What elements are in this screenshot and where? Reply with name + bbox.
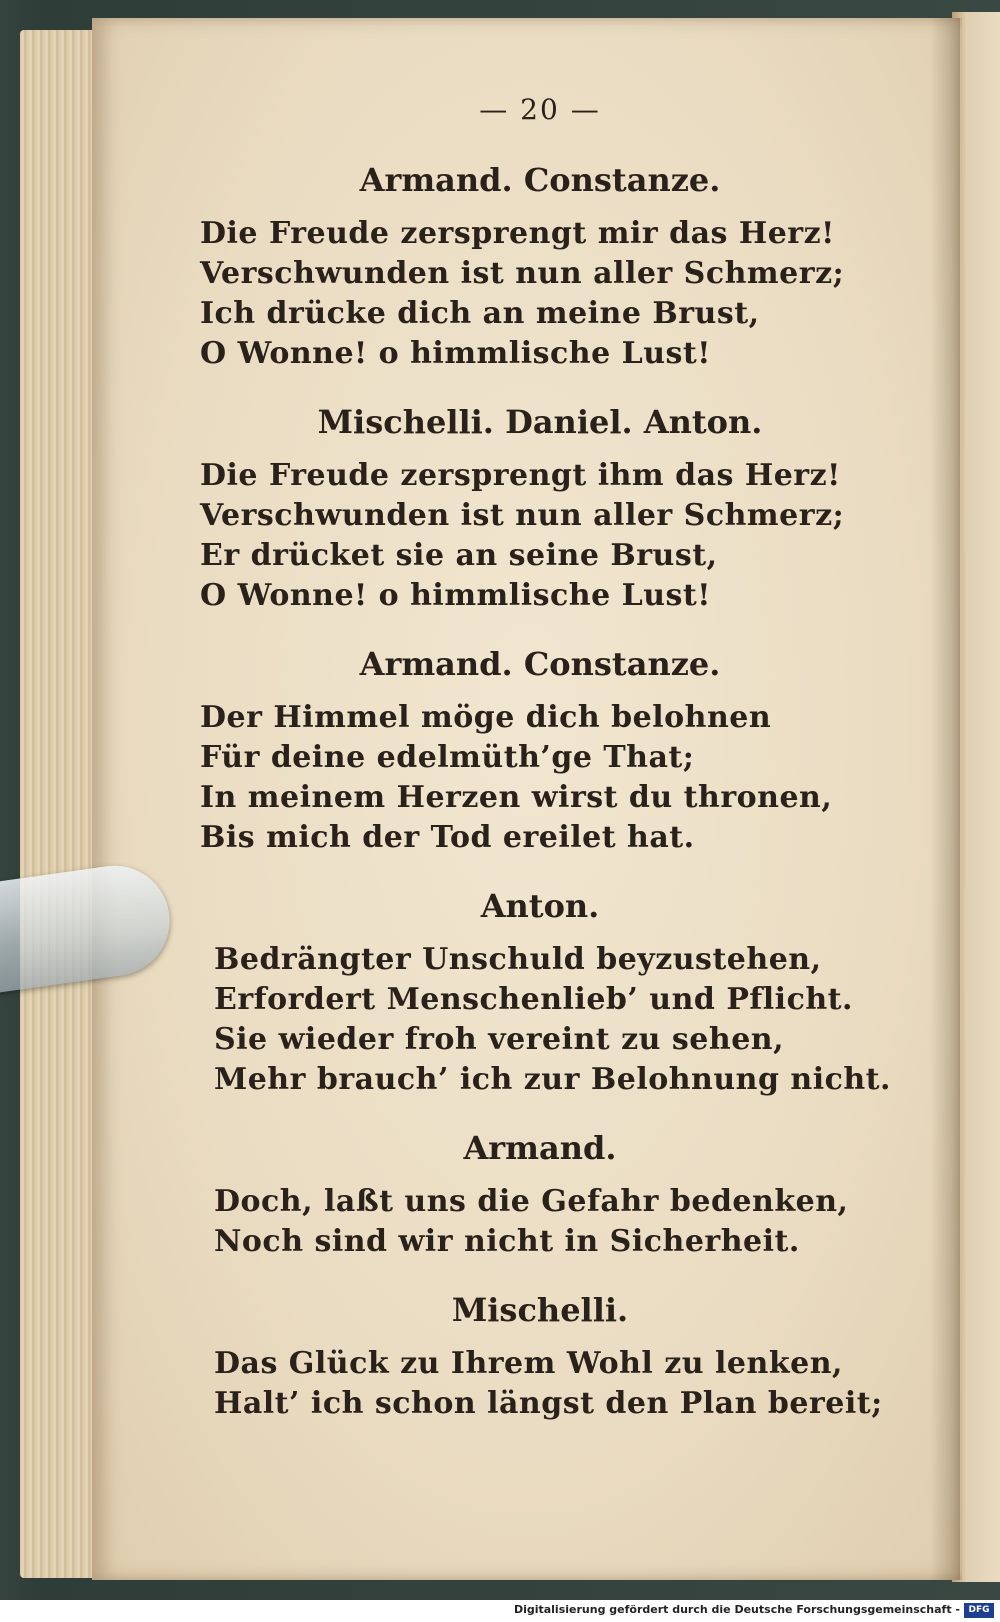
verse-block <box>200 214 845 374</box>
verse-line: Mehr brauch’ ich zur Belohnung nicht. <box>214 1062 891 1097</box>
verse-line: O Wonne! o himmlische Lust! <box>200 578 711 613</box>
verse-line: Die Freude zersprengt ihm das Herz! <box>200 458 841 493</box>
speaker-heading: Armand. <box>463 1129 617 1167</box>
page-number: — 20 — <box>479 93 601 126</box>
verse-block <box>200 698 840 858</box>
verse-line: Für deine edelmüth’ge That; <box>200 740 695 775</box>
verse-line: O Wonne! o himmlische Lust! <box>200 336 711 371</box>
gutter-shadow <box>930 18 960 1580</box>
verse-line: Er drücket sie an seine Brust, <box>200 538 718 573</box>
dfg-logo: DFG <box>964 1603 994 1618</box>
verse-line: Die Freude zersprengt mir das Herz! <box>200 216 835 251</box>
verse-line: In meinem Herzen wirst du thronen, <box>200 780 833 815</box>
speaker-heading: Mischelli. Daniel. Anton. <box>317 403 763 441</box>
speaker-heading: Mischelli. <box>451 1291 629 1329</box>
page-text <box>200 90 891 1424</box>
verse-block <box>200 456 845 616</box>
verse-line: Sie wieder froh vereint zu sehen, <box>214 1022 785 1057</box>
verse-line: Verschwunden ist nun aller Schmerz; <box>200 256 845 291</box>
verse-block <box>214 940 891 1100</box>
verse-line: Ich drücke dich an meine Brust, <box>200 296 760 331</box>
speaker-heading: Anton. <box>480 887 600 925</box>
verse-line: Halt’ ich schon längst den Plan bereit; <box>214 1386 883 1421</box>
verse-line: Das Glück zu Ihrem Wohl zu lenken, <box>214 1346 843 1381</box>
verse-line: Bis mich der Tod ereilet hat. <box>200 820 695 855</box>
verse-line: Doch, laßt uns die Gefahr bedenken, <box>214 1184 849 1219</box>
verse-line: Der Himmel möge dich belohnen <box>200 700 772 735</box>
verse-block <box>214 1344 883 1424</box>
verse-line: Noch sind wir nicht in Sicherheit. <box>214 1224 800 1259</box>
speaker-heading: Armand. Constanze. <box>359 161 721 199</box>
verse-line: Bedrängter Unschuld beyzustehen, <box>214 942 822 977</box>
speaker-heading: Armand. Constanze. <box>359 645 721 683</box>
verse-line: Erfordert Menschenlieb’ und Pflicht. <box>214 982 853 1017</box>
funding-credit: Digitalisierung gefördert durch die Deutsche Forschungsgemeinschaft - <box>513 1603 960 1616</box>
verse-line: Verschwunden ist nun aller Schmerz; <box>200 498 845 533</box>
verse-block <box>214 1182 849 1262</box>
